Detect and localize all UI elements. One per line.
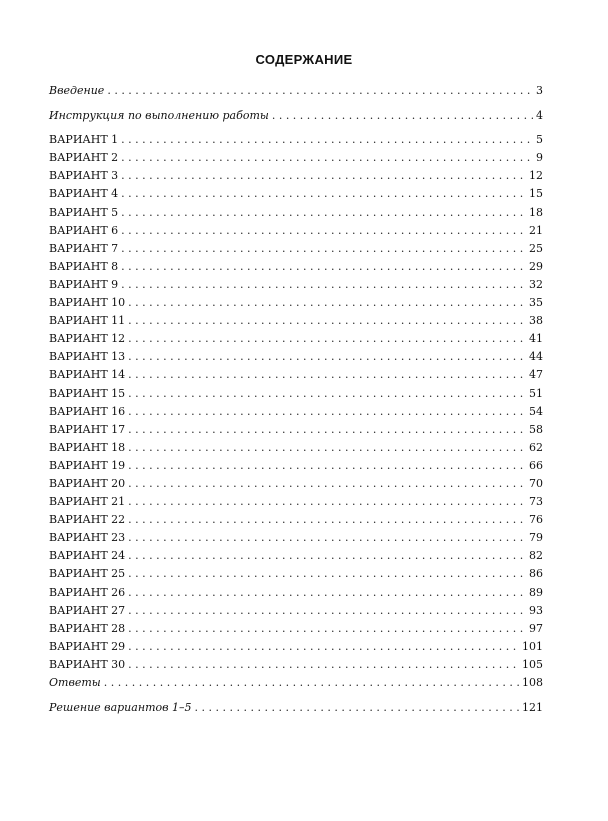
dot-leader: [128, 350, 526, 364]
toc-entry-label: ВАРИАНТ 28: [49, 621, 126, 635]
toc-entry-label: Инструкция по выполнению работы: [49, 108, 269, 122]
toc-entry-label: ВАРИАНТ 7: [49, 241, 119, 255]
toc-entry-variant-3[interactable]: [49, 169, 543, 187]
toc-entry-page: 76: [529, 513, 543, 527]
toc-entry-page: 29: [529, 259, 543, 273]
toc-entry-page: 93: [529, 603, 543, 617]
toc-entry-variant-8[interactable]: [49, 260, 543, 278]
toc-entry-label: ВАРИАНТ 26: [49, 585, 126, 599]
toc-entry-page: 97: [529, 621, 543, 635]
dot-leader: [128, 513, 526, 527]
toc-entry-label: ВАРИАНТ 24: [49, 549, 126, 563]
dot-leader: [128, 296, 526, 310]
toc-entry-page: 41: [529, 332, 543, 346]
toc-entry-variant-15[interactable]: [49, 387, 543, 405]
toc-entry-variant-6[interactable]: [49, 224, 543, 242]
dot-leader: [195, 701, 519, 715]
toc-entry-page: 4: [536, 108, 543, 122]
toc-entry-variant-9[interactable]: [49, 278, 543, 296]
toc-entry-label: ВАРИАНТ 11: [49, 314, 126, 328]
dot-leader: [128, 387, 526, 401]
toc-entry-variant-12[interactable]: [49, 332, 543, 350]
toc-entry-label: ВАРИАНТ 20: [49, 476, 126, 490]
dot-leader: [128, 622, 526, 636]
toc-entry-variant-18[interactable]: [49, 441, 543, 459]
toc-entry-label: ВАРИАНТ 27: [49, 603, 126, 617]
toc-entry-page: 15: [529, 187, 543, 201]
toc-entry-page: 25: [529, 241, 543, 255]
toc-entry-page: 58: [529, 422, 543, 436]
toc-entry-label: ВАРИАНТ 22: [49, 513, 126, 527]
toc-entry-label: Решение вариантов 1–5: [49, 700, 192, 714]
toc-entry-page: 82: [529, 549, 543, 563]
toc-entry-solutions[interactable]: [49, 701, 543, 719]
toc-entry-label: Ответы: [49, 676, 101, 689]
dot-leader: [128, 567, 526, 581]
dot-leader: [121, 187, 526, 201]
toc-entry-label: ВАРИАНТ 17: [49, 422, 126, 436]
toc-entry-variant-24[interactable]: [49, 549, 543, 567]
toc-entry-label: ВАРИАНТ 18: [49, 440, 126, 454]
dot-leader: [121, 224, 526, 238]
dot-leader: [128, 459, 526, 473]
toc-entry-variant-20[interactable]: [49, 477, 543, 495]
dot-leader: [104, 676, 519, 690]
toc-entry-variant-23[interactable]: [49, 531, 543, 549]
dot-leader: [121, 169, 526, 183]
toc-entry-variant-11[interactable]: [49, 314, 543, 332]
dot-leader: [128, 531, 526, 545]
toc-entry-variant-22[interactable]: [49, 513, 543, 531]
toc-entry-answers[interactable]: [49, 676, 543, 694]
toc-entry-variant-4[interactable]: [49, 187, 543, 205]
toc-entry-variant-7[interactable]: [49, 242, 543, 260]
toc-entry-variant-27[interactable]: [49, 604, 543, 622]
toc-entry-page: 9: [536, 151, 543, 165]
dot-leader: [121, 278, 526, 292]
dot-leader: [128, 495, 526, 509]
toc-entry-variant-19[interactable]: [49, 459, 543, 477]
dot-leader: [128, 405, 526, 419]
toc-entry-page: 54: [529, 404, 543, 418]
toc-entry-page: 47: [529, 368, 543, 382]
dot-leader: [107, 84, 533, 98]
dot-leader: [128, 441, 526, 455]
toc-entry-page: 79: [529, 531, 543, 545]
toc-entry-label: ВАРИАНТ 2: [49, 151, 119, 165]
toc-entry-label: ВАРИАНТ 8: [49, 259, 119, 273]
toc-entry-label: ВАРИАНТ 9: [49, 277, 119, 291]
toc-entry-page: 121: [522, 700, 543, 714]
toc-entry-variant-2[interactable]: [49, 151, 543, 169]
dot-leader: [128, 658, 519, 672]
dot-leader: [272, 109, 533, 123]
toc-entry-label: ВАРИАНТ 15: [49, 386, 126, 400]
dot-leader: [128, 604, 526, 618]
toc-entry-page: 32: [529, 277, 543, 291]
dot-leader: [128, 477, 526, 491]
toc-entry-label: ВАРИАНТ 16: [49, 404, 126, 418]
dot-leader: [121, 206, 526, 220]
toc-entry-page: 73: [529, 495, 543, 509]
toc-entry-page: 12: [529, 169, 543, 183]
toc-entry-page: 44: [529, 350, 543, 364]
toc-entry-variant-1[interactable]: [49, 133, 543, 151]
dot-leader: [128, 640, 519, 654]
toc-entry-label: ВАРИАНТ 3: [49, 169, 119, 183]
dot-leader: [128, 423, 526, 437]
dot-leader: [121, 151, 533, 165]
toc-entry-variant-30[interactable]: [49, 658, 543, 676]
toc-entry-variant-14[interactable]: [49, 368, 543, 386]
toc-entry-page: 3: [536, 84, 543, 97]
page-title: СОДЕРЖАНИЕ: [255, 52, 353, 67]
toc-entry-variant-21[interactable]: [49, 495, 543, 513]
dot-leader: [121, 133, 533, 147]
toc-entry-page: 62: [529, 440, 543, 454]
toc-entry-label: ВАРИАНТ 30: [49, 657, 126, 671]
dot-leader: [128, 332, 526, 346]
toc-entry-label: ВАРИАНТ 12: [49, 332, 126, 346]
toc-entry-page: 21: [529, 223, 543, 237]
toc-entry-label: ВАРИАНТ 13: [49, 350, 126, 364]
toc-entry-label: ВАРИАНТ 1: [49, 133, 119, 147]
dot-leader: [128, 586, 526, 600]
dot-leader: [128, 314, 526, 328]
toc-entry-page: 66: [529, 458, 543, 472]
dot-leader: [121, 260, 526, 274]
toc-entry-variant-25[interactable]: [49, 567, 543, 585]
toc-entry-variant-29[interactable]: [49, 640, 543, 658]
toc-entry-label: ВАРИАНТ 10: [49, 296, 126, 310]
dot-leader: [121, 242, 526, 256]
toc-entry-label: ВАРИАНТ 19: [49, 458, 126, 472]
toc-entry-variant-16[interactable]: [49, 405, 543, 423]
toc-entry-page: 70: [529, 476, 543, 490]
toc-entry-page: 51: [529, 386, 543, 400]
toc-entry-page: 5: [536, 133, 543, 147]
toc-entry-introduction[interactable]: [49, 84, 543, 102]
toc-entry-variant-5[interactable]: [49, 206, 543, 224]
toc-entry-label: ВАРИАНТ 21: [49, 495, 126, 509]
toc-entry-page: 108: [522, 676, 543, 689]
toc-entry-page: 105: [522, 657, 543, 671]
toc-entry-page: 38: [529, 314, 543, 328]
toc-entry-variant-13[interactable]: [49, 350, 543, 368]
table-of-contents: [49, 84, 543, 719]
toc-entry-label: ВАРИАНТ 4: [49, 187, 119, 201]
toc-entry-instructions[interactable]: [49, 109, 543, 127]
toc-entry-variant-17[interactable]: [49, 423, 543, 441]
toc-entry-label: ВАРИАНТ 14: [49, 368, 126, 382]
dot-leader: [128, 368, 526, 382]
toc-entry-label: ВАРИАНТ 6: [49, 223, 119, 237]
dot-leader: [128, 549, 526, 563]
toc-entry-label: ВАРИАНТ 29: [49, 639, 126, 653]
toc-entry-label: Введение: [49, 84, 105, 97]
toc-entry-variant-28[interactable]: [49, 622, 543, 640]
toc-entry-variant-26[interactable]: [49, 586, 543, 604]
toc-entry-page: 18: [529, 205, 543, 219]
toc-entry-page: 86: [529, 567, 543, 581]
toc-entry-page: 89: [529, 585, 543, 599]
toc-entry-label: ВАРИАНТ 25: [49, 567, 126, 581]
toc-entry-label: ВАРИАНТ 23: [49, 531, 126, 545]
toc-entry-page: 35: [529, 296, 543, 310]
toc-entry-page: 101: [522, 639, 543, 653]
toc-entry-variant-10[interactable]: [49, 296, 543, 314]
toc-entry-label: ВАРИАНТ 5: [49, 205, 119, 219]
